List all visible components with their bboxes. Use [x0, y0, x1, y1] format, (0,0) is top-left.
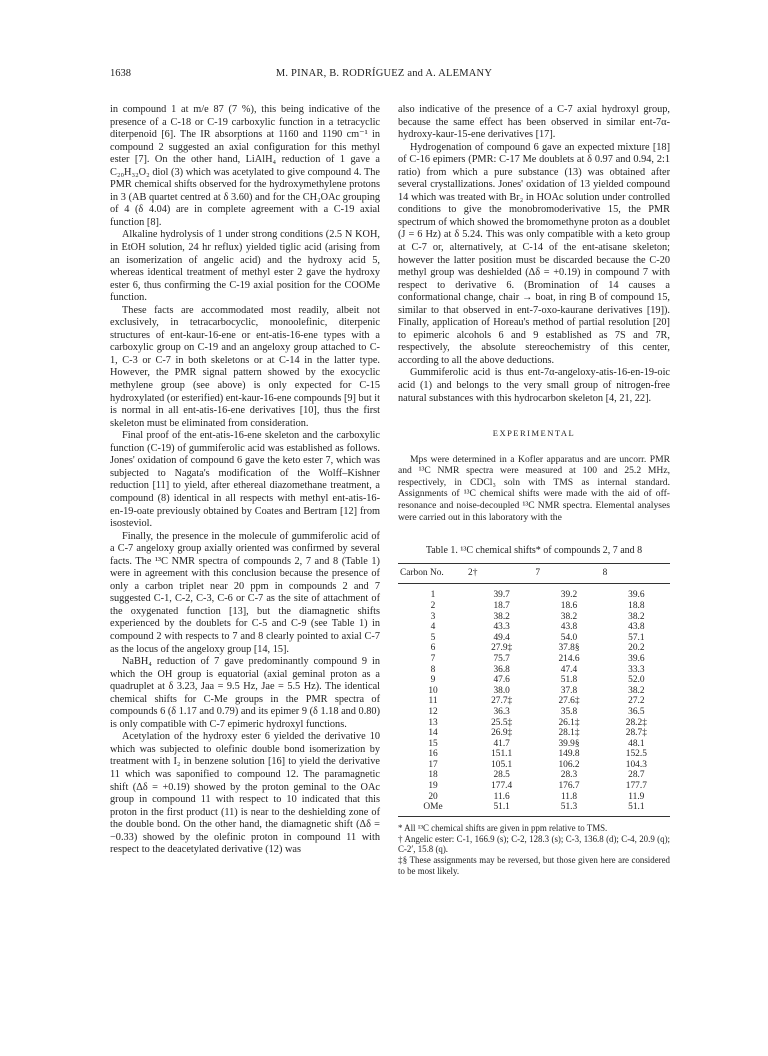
shift-value-cell: 214.6 — [558, 653, 580, 664]
shift-value-cell: 39.9§ — [558, 738, 580, 749]
shift-value-cell: 51.1 — [603, 802, 670, 816]
carbon-number-cell: 3 — [430, 611, 436, 622]
table-row — [398, 707, 670, 718]
table-row — [398, 633, 670, 644]
left-paragraph-4: Final proof of the ent-atis-16-ene skeleton and the carboxylic function (C-19) of gummiferolic acid was established as follows. Jones' oxidation of compound 6 gave the keto ester 7, which was subjected to Nagata's modification of the Wolff–Kishner reduction [11] to yield, after ethereal diazomethane treatment, a compound (8) identical in all respects with methyl ent-atis-16-en-19-oate previously obtained by Coates and Bertram [12] from isosteviol. — [110, 430, 380, 530]
table-row — [398, 760, 670, 771]
table-row — [398, 584, 670, 601]
table-row — [398, 802, 670, 816]
right-paragraph-2: Hydrogenation of compound 6 gave an expected mixture [18] of C-16 epimers (PMR: C-17 Me doublets at δ 0.97 and 0.94, 2:1 ratio) from which a pure substance (13) was obtained after several crystallizations. Jones' oxidation of 13 yielded compound 14 which was treated with Br₂ in HOAc solution under controlled conditions to give the monobromoderivative 15, the PMR spectrum of which showed the bromomethyne proton as a doublet (J = 6 Hz) at δ 5.24. This was only compatible with a keto group at C-7 or, alternatively, at C-14 of the ent-atisane skeleton; however the latter position must be discarded because the C-20 methyl group was deshielded (Δδ = +0.19) in compound 7 with respect to derivative 6. (Bromination of 14 causes a conformational change, chair → boat, in ring B of compound 15, similar to that observed in ent-7-oxo-kaurane derivatives [19]). Finally, application of Horeau's method of partial resolution [20] to epimeric alcohols 6 and 9 established as 7S and 7R, respectively, the absolute stereochemistry of this center, according to all the above deductions. — [398, 141, 670, 366]
shift-value-cell: 11.8 — [560, 791, 578, 802]
footnote: † Angelic ester: C-1, 166.9 (s); C-2, 128.3 (s); C-3, 136.8 (d); C-4, 20.9 (q); C-2′, 15.8 (q). — [398, 833, 670, 855]
shift-value-cell: 47.6 — [493, 675, 510, 686]
carbon-number-cell: 20 — [428, 791, 438, 802]
shift-value-cell: 104.3 — [625, 759, 647, 770]
table-row — [398, 792, 670, 803]
footnote: ‡§ These assignments may be reversed, but those given here are considered to be most likely. — [398, 855, 670, 877]
shift-value-cell: 28.5 — [493, 770, 510, 781]
shift-value-cell: 18.7 — [493, 600, 510, 611]
shift-value-cell: 27.9‡ — [491, 643, 513, 654]
shift-value-cell: 48.1 — [628, 738, 645, 749]
table-row — [398, 675, 670, 686]
shift-value-cell: 27.7‡ — [491, 696, 513, 707]
left-column — [110, 104, 380, 857]
shift-value-cell: 57.1 — [628, 632, 645, 643]
shift-value-cell: 20.2 — [628, 643, 645, 654]
table-caption: Table 1. ¹³C chemical shifts* of compounds 2, 7 and 8 — [425, 545, 643, 557]
left-paragraph-1: in compound 1 at m/e 87 (7 %), this being indicative of the presence of a C-18 or C-19 carboxylic function in a tetracyclic diterpenoid [6]. The IR absorptions at 1160 and 1190 cm⁻¹ in compound 2 suggested an axial configuration for this methyl ester [7]. On the other hand, LiAlH₄ reduction of 1 gave a C₂₀H₃₂O₂ diol (3) which was acetylated to give compound 4. The PMR chemical shifts observed for the hydroxymethylene protons in 3 (AB quartet centred at δ 3.60) and for the CH₂OAc grouping of 4 (δ 4.04) are in complete agreement with a C-19 axial function [8]. — [110, 104, 380, 228]
shift-value-cell: 75.7 — [493, 653, 510, 664]
shift-value-cell: 37.8 — [560, 685, 578, 696]
table-row — [398, 728, 670, 739]
shift-value-cell: 176.7 — [558, 781, 580, 792]
shift-value-cell: 49.4 — [493, 632, 510, 643]
carbon-number-cell: 16 — [428, 749, 438, 760]
shift-value-cell: 38.2 — [628, 611, 645, 622]
chemical-shift-table — [398, 563, 670, 817]
table-body — [398, 584, 670, 816]
shift-value-cell: 105.1 — [491, 759, 513, 770]
carbon-number-cell: 5 — [430, 632, 436, 643]
shift-value-cell: 177.7 — [625, 781, 647, 792]
table-row — [398, 749, 670, 760]
right-column — [398, 104, 670, 877]
carbon-number-cell: 14 — [428, 728, 438, 739]
carbon-number-cell: 8 — [430, 664, 436, 675]
carbon-number-cell: 11 — [428, 696, 438, 707]
shift-value-cell: 36.3 — [493, 706, 510, 717]
carbon-number-cell: 12 — [428, 706, 438, 717]
carbon-number-cell: 7 — [430, 653, 436, 664]
footnote: * All ¹³C chemical shifts are given in ppm relative to TMS. — [398, 822, 608, 833]
table-row — [398, 770, 670, 781]
table-header-cell: 8 — [603, 563, 670, 584]
shift-value-cell: 28.7‡ — [625, 728, 647, 739]
carbon-number-cell: 6 — [430, 643, 436, 654]
shift-value-cell: 28.3 — [560, 770, 578, 781]
shift-value-cell: 151.1 — [491, 749, 513, 760]
shift-value-cell: 106.2 — [558, 759, 580, 770]
shift-value-cell: 26.9‡ — [491, 728, 513, 739]
shift-value-cell: 33.3 — [628, 664, 645, 675]
table-row — [398, 686, 670, 697]
shift-value-cell: 38.2 — [493, 611, 510, 622]
shift-value-cell: 52.0 — [628, 675, 645, 686]
carbon-number-cell: 19 — [428, 781, 438, 792]
shift-value-cell: 38.2 — [560, 611, 578, 622]
table-row — [398, 622, 670, 633]
shift-value-cell: 149.8 — [558, 749, 580, 760]
shift-value-cell: 28.2‡ — [625, 717, 647, 728]
shift-value-cell: 54.0 — [560, 632, 578, 643]
page-number: 1638 — [110, 68, 131, 79]
left-paragraph-7: Acetylation of the hydroxy ester 6 yielded the derivative 10 which was subjected to olefinic double bond isomerization by treatment with I₂ in benzene solution [16] to yield the derivative 11 which was saponified to compound 12. The paramagnetic shift (Δδ = +0.19) showed by the proton geminal to the OAc group in compound 11 with respect to 10 indicated that this proton in the first product (11) is near to the deshielding zone of the double bond. On the other hand, the diamagnetic shift (Δδ = −0.33) showed by the olefinic proton in compound 11 with respect to the deacetylated derivative (12) was — [110, 731, 380, 856]
carbon-number-cell: 9 — [430, 675, 436, 686]
shift-value-cell: 39.6 — [628, 590, 645, 601]
shift-value-cell: 177.4 — [491, 781, 513, 792]
table-header-cell: 7 — [535, 563, 602, 584]
table-header-row — [398, 563, 670, 584]
table-row — [398, 612, 670, 623]
shift-value-cell: 26.1‡ — [558, 717, 580, 728]
shift-value-cell: 18.8 — [628, 600, 645, 611]
shift-value-cell: 43.8 — [560, 622, 578, 633]
shift-value-cell: 152.5 — [625, 749, 647, 760]
experimental-heading: EXPERIMENTAL — [492, 428, 576, 439]
left-paragraph-5: Finally, the presence in the molecule of gummiferolic acid of a C-7 angeloxy group axially oriented was confirmed by several facts. The ¹³C NMR spectra of compounds 2, 7 and 8 (Table 1) were in agreement with this conclusion because the presence of only a carbon triplet near 20 ppm in compounds 2 and 7 suggested C-1, C-2, C-3, C-6 or C-7 as the site of attachment of the oxygenated function [13], but the diamagnetic shifts experienced by the doublets for C-5 and C-9 (see Table 1) in compound 2 with respects to 7 and 8 clearly pointed to axial C-7 as the locus of the angeloxy group [14, 15]. — [110, 530, 380, 655]
shift-value-cell: 35.8 — [560, 706, 578, 717]
shift-value-cell: 11.6 — [493, 791, 510, 802]
carbon-number-cell: 2 — [430, 600, 436, 611]
carbon-number-cell: 15 — [428, 738, 438, 749]
shift-value-cell: 41.7 — [493, 738, 510, 749]
shift-value-cell: 39.2 — [560, 590, 578, 601]
left-paragraph-2: Alkaline hydrolysis of 1 under strong conditions (2.5 N KOH, in EtOH solution, 24 hr reflux) yielded tiglic acid (arising from an isomerization of angelic acid) and the hydroxy acid 5, whereas identical treatment of methyl ester 2 gave the hydroxy ester 6, thus confirming the C-19 axial position for the COOMe function. — [110, 229, 380, 304]
shift-value-cell: 28.1‡ — [558, 728, 580, 739]
shift-value-cell: 43.3 — [493, 622, 510, 633]
table-row — [398, 718, 670, 729]
shift-value-cell: 39.6 — [628, 653, 645, 664]
page-header — [110, 68, 658, 84]
shift-value-cell: 25.5‡ — [491, 717, 513, 728]
table-row — [398, 696, 670, 707]
shift-value-cell: 36.8 — [493, 664, 510, 675]
table-row — [398, 665, 670, 676]
carbon-number-cell: 10 — [428, 685, 438, 696]
shift-value-cell: 11.9 — [628, 791, 645, 802]
shift-value-cell: 51.1 — [468, 802, 535, 816]
shift-value-cell: 38.2 — [628, 685, 645, 696]
running-title: M. PINAR, B. RODRÍGUEZ and A. ALEMANY — [275, 68, 493, 79]
carbon-number-cell: 1 — [430, 590, 436, 601]
shift-value-cell: 51.8 — [560, 675, 578, 686]
experimental-text: Mps were determined in a Kofler apparatus and are uncorr. PMR and ¹³C NMR spectra were measured at 100 and 25.2 MHz, respectively, in CDCl₃ soln with TMS as internal standard. Assignments of ¹³C chemical shifts were made with the aid of off-resonance and noise-decoupled ¹³C NMR spectra. Elemental analyses were carried out in this laboratory with the — [398, 453, 670, 523]
right-paragraph-1: also indicative of the presence of a C-7 axial hydroxyl group, because the same effect has been observed in similar ent-7α-hydroxy-kaur-15-ene derivatives [17]. — [398, 104, 670, 141]
table-header-cell: 2† — [468, 563, 535, 584]
shift-value-cell: 37.8§ — [558, 643, 580, 654]
right-paragraph-3: Gummiferolic acid is thus ent-7α-angeloxy-atis-16-en-19-oic acid (1) and belongs to the very small group of nitrogen-free natural substances with this hydrocarbon skeleton [4, 21, 22]. — [398, 367, 670, 404]
carbon-number-cell: 4 — [430, 622, 436, 633]
shift-value-cell: 39.7 — [493, 590, 510, 601]
table-header-cell: Carbon No. — [398, 563, 468, 584]
table-row — [398, 643, 670, 654]
carbon-number-cell: 18 — [428, 770, 438, 781]
shift-value-cell: 47.4 — [560, 664, 578, 675]
shift-value-cell: 43.8 — [628, 622, 645, 633]
carbon-number-cell: OMe — [398, 802, 468, 816]
shift-value-cell: 38.0 — [493, 685, 510, 696]
shift-value-cell: 51.3 — [535, 802, 602, 816]
table-row — [398, 601, 670, 612]
shift-value-cell: 27.2 — [628, 696, 645, 707]
table-row — [398, 781, 670, 792]
carbon-number-cell: 13 — [428, 717, 438, 728]
left-paragraph-3: These facts are accommodated most readily, albeit not exclusively, in tetracarbocyclic, monoolefinic, diterpenic structures of ent-kaur-16-ene or ent-atis-16-ene types with a carboxylic group on C-19 and an angeloxy group attached to C-1, C-3 or C-7 in both skeletons or at C-14 in the latter type. However, the PMR signal pattern showed by the exocyclic methylene group (see above) is only expected for C-15 hydroxylated (or esterified) ent-kaur-16-ene compounds [9] but it is normal in all ent-atis-16-ene derivatives [10], thus the first skeleton must be eliminated from consideration. — [110, 304, 380, 429]
left-paragraph-6: NaBH₄ reduction of 7 gave predominantly compound 9 in which the OH group is equatorial (axial geminal proton as a quadruplet at δ 3.23, Jaa = 9.5 Hz, Jae = 5.5 Hz). The identical chemical shifts for C-Me groups in the PMR spectra of compounds 6 (δ 1.17 and 0.79) and its epimer 9 (δ 1.18 and 0.80) is only compatible with C-7 epimeric hydroxyl functions. — [110, 656, 380, 730]
table-footnotes — [398, 823, 670, 877]
shift-value-cell: 28.7 — [628, 770, 645, 781]
table-row — [398, 739, 670, 750]
carbon-number-cell: 17 — [428, 759, 438, 770]
table-row — [398, 654, 670, 665]
shift-value-cell: 18.6 — [560, 600, 578, 611]
shift-value-cell: 36.5 — [628, 706, 645, 717]
shift-value-cell: 27.6‡ — [558, 696, 580, 707]
